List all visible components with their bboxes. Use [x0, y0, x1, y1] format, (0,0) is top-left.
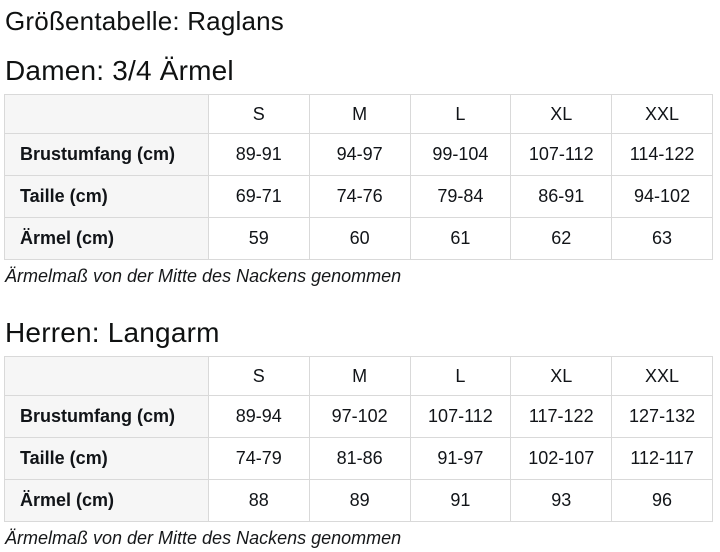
- size-cell: 127-132: [612, 396, 713, 438]
- row-label: Brustumfang (cm): [5, 396, 209, 438]
- table-row-aermel: [5, 480, 713, 522]
- col-header-l: L: [410, 357, 511, 396]
- size-cell: 117-122: [511, 396, 612, 438]
- table-row-brustumfang: [5, 396, 713, 438]
- size-cell: 74-76: [309, 176, 410, 218]
- size-cell: 89-91: [208, 134, 309, 176]
- table-header-row: [5, 357, 713, 396]
- size-cell: 93: [511, 480, 612, 522]
- size-cell: 102-107: [511, 438, 612, 480]
- row-label: Ärmel (cm): [5, 218, 209, 260]
- size-cell: 89-94: [208, 396, 309, 438]
- table-row-brustumfang: [5, 134, 713, 176]
- size-cell: 107-112: [511, 134, 612, 176]
- size-cell: 91-97: [410, 438, 511, 480]
- row-label: Taille (cm): [5, 438, 209, 480]
- size-cell: 61: [410, 218, 511, 260]
- col-header-xl: XL: [511, 95, 612, 134]
- size-cell: 59: [208, 218, 309, 260]
- col-header-xxl: XXL: [612, 95, 713, 134]
- size-cell: 60: [309, 218, 410, 260]
- size-cell: 74-79: [208, 438, 309, 480]
- size-cell: 63: [612, 218, 713, 260]
- row-label: Ärmel (cm): [5, 480, 209, 522]
- size-cell: 107-112: [410, 396, 511, 438]
- section-heading-damen: Damen: 3/4 Ärmel: [5, 55, 234, 86]
- col-header-xxl: XXL: [612, 357, 713, 396]
- footnote-damen: Ärmelmaß von der Mitte des Nackens genommen: [5, 266, 402, 286]
- row-label: Taille (cm): [5, 176, 209, 218]
- section-heading-herren: Herren: Langarm: [5, 317, 220, 348]
- size-cell: 97-102: [309, 396, 410, 438]
- size-cell: 94-97: [309, 134, 410, 176]
- footnote-herren: Ärmelmaß von der Mitte des Nackens genommen: [5, 528, 402, 548]
- col-header-xl: XL: [511, 357, 612, 396]
- size-cell: 86-91: [511, 176, 612, 218]
- col-header-m: M: [309, 95, 410, 134]
- size-cell: 79-84: [410, 176, 511, 218]
- table-header-row: [5, 95, 713, 134]
- size-table-damen: [4, 94, 713, 260]
- table-row-aermel: [5, 218, 713, 260]
- page-title: Größentabelle: Raglans: [5, 6, 284, 36]
- size-cell: 96: [612, 480, 713, 522]
- col-header-l: L: [410, 95, 511, 134]
- size-cell: 112-117: [612, 438, 713, 480]
- size-cell: 99-104: [410, 134, 511, 176]
- col-header-s: S: [208, 357, 309, 396]
- size-cell: 89: [309, 480, 410, 522]
- size-cell: 62: [511, 218, 612, 260]
- size-cell: 94-102: [612, 176, 713, 218]
- col-header-s: S: [208, 95, 309, 134]
- corner-cell: [5, 95, 209, 134]
- table-row-taille: [5, 176, 713, 218]
- size-cell: 88: [208, 480, 309, 522]
- row-label: Brustumfang (cm): [5, 134, 209, 176]
- size-cell: 91: [410, 480, 511, 522]
- corner-cell: [5, 357, 209, 396]
- col-header-m: M: [309, 357, 410, 396]
- size-table-herren: [4, 356, 713, 522]
- table-row-taille: [5, 438, 713, 480]
- size-cell: 69-71: [208, 176, 309, 218]
- size-cell: 114-122: [612, 134, 713, 176]
- size-cell: 81-86: [309, 438, 410, 480]
